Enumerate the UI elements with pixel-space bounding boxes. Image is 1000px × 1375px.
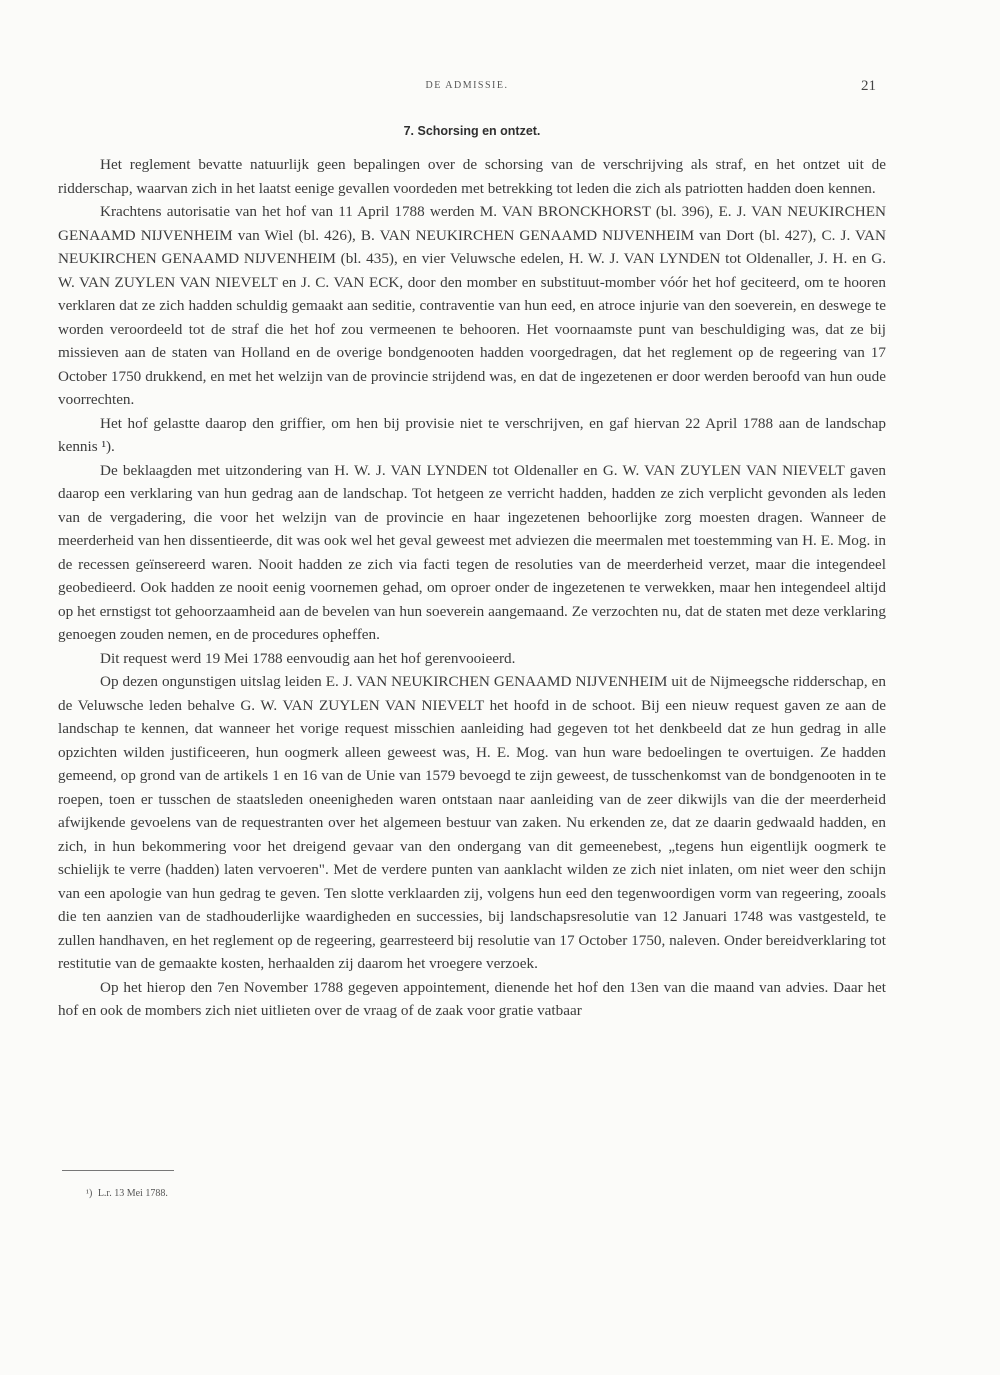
- paragraph: Dit request werd 19 Mei 1788 eenvoudig aan het hof gerenvooieerd.: [100, 649, 516, 667]
- footnote-text: L.r. 13 Mei 1788.: [97, 1188, 168, 1199]
- paragraph: Krachtens autorisatie van het hof van 11 April 1788 werden M. VAN BRONCKHORST (bl. 396), E. J. VAN NEUKIRCHEN GENAAMD NIJVENHEIM van Wiel (bl. 426), B. VAN NEUKIRCHEN GENAAMD NIJVENHEIM van Dort (bl. 427), C. J. VAN NEUKIRCHEN GENAAMD NIJVENHEIM (bl. 435), en vier Veluwsche edelen, H. W. J. VAN LYNDEN tot Oldenaller, J. H. en G. W. VAN ZUYLEN VAN NIEVELT en J. C. VAN ECK, door den momber en substituut-momber vóór het hof geciteerd, om te hooren verklaren dat ze zich hadden schuldig gemaakt aan seditie, contraventie van hun eed, en atroce injurie van den soeverein, en deswege te worden veroordeeld tot de straf die het hof zou vermeenen te behooren. Het voornaamste punt van beschuldiging was, dat ze bij missieven aan de staten van Holland en de overige bondgenooten hadden voorgedragen, dat het reglement op de regeering van 17 October 1750 drukkend, en met het welzijn van de provincie strijdend was, en dat de ingezetenen er door werden beroofd van hun oude voorrechten.: [58, 203, 886, 408]
- section-title: 7. Schorsing en ontzet.: [403, 124, 541, 138]
- page-number: 21: [861, 78, 876, 94]
- paragraph: De beklaagden met uitzondering van H. W. J. VAN LYNDEN tot Oldenaller en G. W. VAN ZUYLEN VAN NIEVELT gaven daarop een verklaring van hun gedrag aan de landschap. Tot hetgeen ze verricht hadden, hadden ze zich verplicht gevonden als leden van de vergadering, die voor het welzijn van de provincie en haar ingezetenen behoorlijke zorg moesten dragen. Wanneer de meerderheid van hen dissentieerde, dit was ook wel het geval geweest met adviezen die meermalen met toestemming van H. E. Mog. in de recessen geïnsereerd waren. Nooit hadden ze zich via facti tegen de resoluties van de meerderheid verzet, maar die integendeel geobedieerd. Ook hadden ze nooit eenig voornemen gehad, om oproer onder de ingezetenen te verwekken, maar hen integendeel altijd op het ernstigst tot gehoorzaamheid aan de bevelen van hun soeverein aangemaand. Ze verzochten nu, dat de staten met deze verklaring genoegen zouden nemen, en de procedures opheffen.: [58, 461, 886, 643]
- footnote-divider: [62, 1170, 174, 1171]
- paragraph: Op dezen ongunstigen uitslag leiden E. J. VAN NEUKIRCHEN GENAAMD NIJVENHEIM uit de Nijmeegsche ridderschap, en de Veluwsche leden behalve G. W. VAN ZUYLEN VAN NIEVELT het hoofd in de schoot. Bij een nieuw request gaven ze aan de landschap te kennen, dat wanneer het vorige request misschien aanleiding had gegeven tot het denkbeeld dat ze hun gedrag in alle opzichten wilden justificeeren, hun oogmerk alleen geweest was, H. E. Mog. van hun ware bedoelingen te overtuigen. Ze hadden gemeend, op grond van de artikels 1 en 16 van de Unie van 1579 bevoegd te zijn geweest, de tusschenkomst van de bondgenooten in te roepen, toen er tusschen de staatsleden oneenigheden waren ontstaan naar aanleiding van de zeer dikwijls van die der meerderheid afwijkende gevoelens van de requestranten over het algemeen bestuur van zaken. Nu erkenden ze, dat ze daarin gedwaald hadden, en zich, in hun bekommering voor het dreigend gevaar van den ondergang van dit gemeenebest, „tegens hun eigentlijk oogmerk te schielijk te verre (hadden) laten vervoeren". Met de verdere punten van aanklacht wilden ze zich niet inlaten, om niet weer den schijn van een apologie van hun gedrag te geven. Ten slotte verklaarden zij, volgens hun eed den tegenwoordigen vorm van regeering, zooals die ten aanzien van de stadhouderlijke waardigheden en successies, bij landschapsresolutie van 12 Januari 1748 was vastgesteld, te zullen handhaven, en het reglement op de regeering, gearresteerd bij resolutie van 17 October 1750, naleven. Onder bereidverklaring tot restitutie van de gemaakte kosten, herhaalden zij daarom het vroegere verzoek.: [58, 673, 886, 972]
- body-text: [58, 153, 886, 1023]
- footnote: [86, 1188, 168, 1199]
- paragraph: Op het hierop den 7en November 1788 gegeven appointement, dienende het hof den 13en van die maand van advies. Daar het hof en ook de mombers zich niet uitlieten over de vraag of de zaak voor gratie vatbaar: [58, 978, 886, 1019]
- running-title: DE ADMISSIE.: [425, 80, 509, 91]
- footnote-mark: ¹): [86, 1188, 93, 1199]
- running-header: [58, 78, 876, 100]
- paragraph: Het reglement bevatte natuurlijk geen bepalingen over de schorsing van de verschrijving als straf, en het ontzet uit de ridderschap, waarvan zich in het laatst eenige gevallen voordeden met betrekking tot leden die zich als patriotten hadden doen kennen.: [58, 156, 886, 197]
- paragraph: Het hof gelastte daarop den griffier, om hen bij provisie niet te verschrijven, en gaf hiervan 22 April 1788 aan de landschap kennis ¹).: [58, 414, 886, 455]
